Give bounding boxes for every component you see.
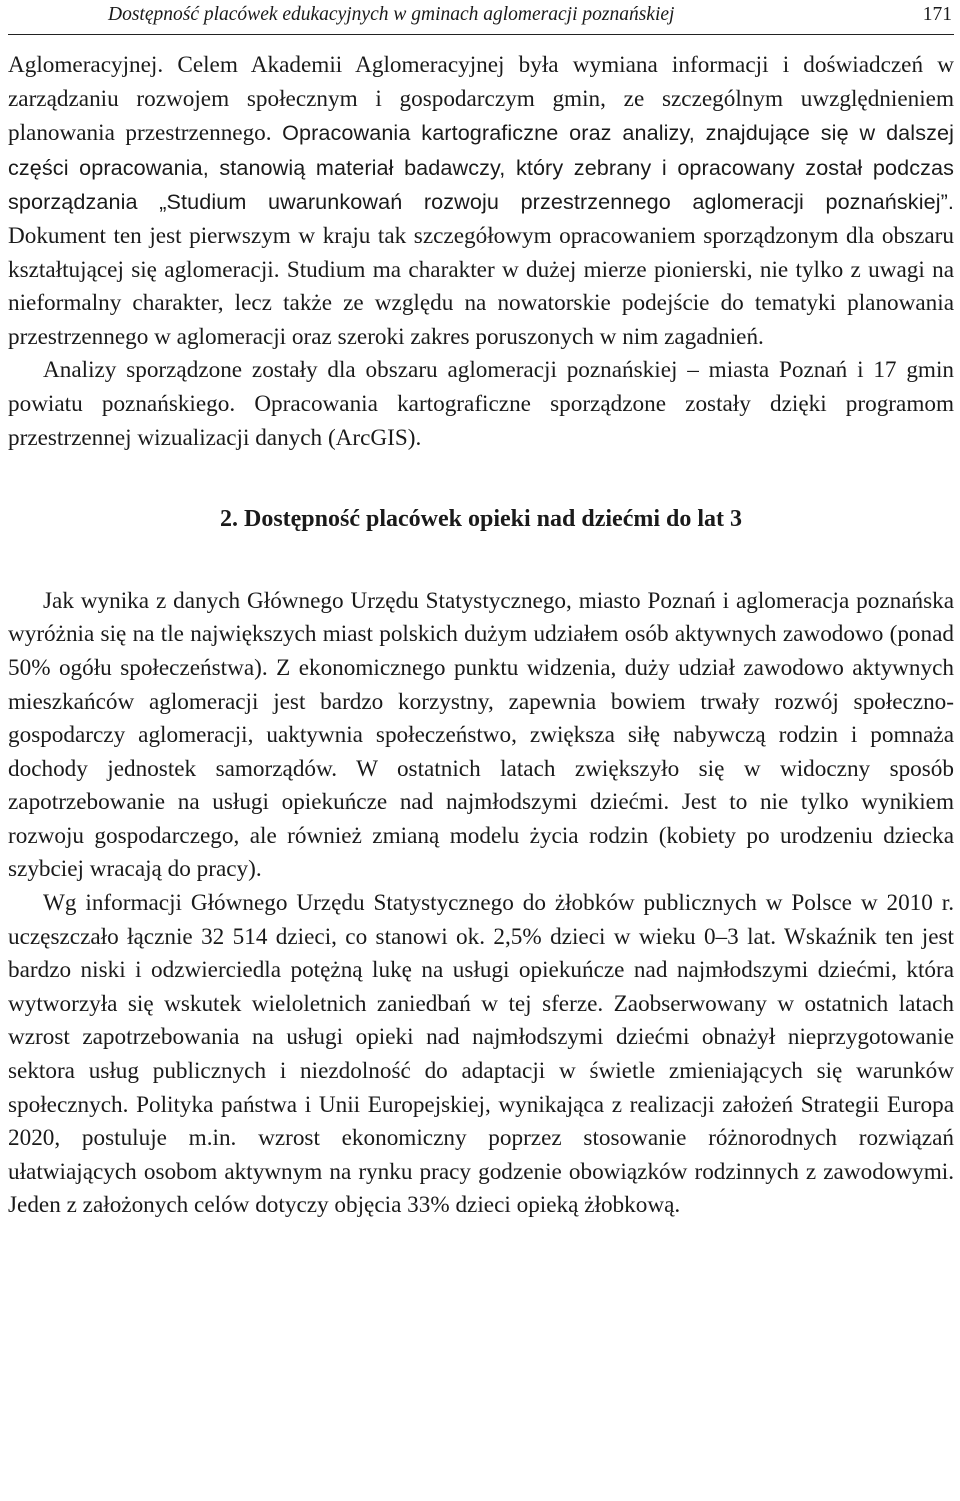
section-heading: 2. Dostępność placówek opieki nad dziećmi do lat 3 xyxy=(219,506,743,533)
analysis-paragraph: Analizy sporządzone zostały dla obszaru aglomeracji poznańskiej – miasta Poznań i 17 gmin powiatu poznańskiego. Opracowania kartograficzne sporządzone zostały dzięki programom przestrzennej wizualizacji danych (ArcGIS). xyxy=(8,357,954,451)
body-paragraph-2: Wg informacji Głównego Urzędu Statystycznego do żłobków publicznych w Polsce w 2010 r. uczęszczało łącznie 32 514 dzieci, co stanowi ok. 2,5% dzieci w wieku 0–3 lat. Wskaźnik ten jest bardzo niski i odzwierciedla potężną lukę na usługi opiekuńcze nad najmłodszymi dziećmi, która wytworzyła się wskutek wieloletnich zaniedbań w tej sferze. Zaobserwowany w ostatnich latach wzrost zapotrzebowania na usługi opieki nad najmłodszymi dziećmi obnażył nieprzygotowanie sektora usług publicznych i niezdolność do adaptacji w świetle zmieniających się warunków społecznych. Polityka państwa i Unii Europejskiej, wynikająca z realizacji założeń Strategii Europa 2020, postuluje m.in. wzrost ekonomiczny poprzez stosowanie różnorodnych rozwiązań ułatwiających osobom aktywnym na rynku pracy godzenie obowiązków rodzinnych z zawodowymi. Jeden z założonych celów dotyczy objęcia 33% dzieci opieką żłobkową. xyxy=(8,890,954,1219)
intro-serif-text: Aglomeracyjnej. Celem Akademii Aglomeracyjnej była wymiana informacji i doświadczeń w zarządzaniu rozwojem społecznym i gospodarczym gmin, ze szczególnym uwzględnieniem planowania przestrzennego. xyxy=(8,52,954,147)
body-text xyxy=(8,49,954,1223)
page-number: 171 xyxy=(922,4,952,25)
running-header-title: Dostępność placówek edukacyjnych w gminach aglomeracji poznańskiej xyxy=(108,4,675,25)
intro-sans-text: Opracowania kartograficzne oraz analizy, znajdujące się w dalszej części opracowania, stanowią materiał badawczy, który zebrany i opracowany został podczas sporządzania „Studium uwarunkowań rozwoju przestrzennego aglomeracji poznańskiej”. xyxy=(8,120,954,215)
running-header xyxy=(8,0,954,35)
body-paragraph-1: Jak wynika z danych Głównego Urzędu Statystycznego, miasto Poznań i aglomeracja poznańska wyróżnia się na tle największych miast polskich dużym udziałem osób aktywnych zawodowo (ponad 50% ogółu społeczeństwa). Z ekonomicznego punktu widzenia, duży udział zawodowo aktywnych mieszkańców aglomeracji jest bardzo korzystny, zapewnia bowiem trwały rozwój społeczno-gospodarczy aglomeracji, uaktywnia społeczeństwo, zwiększa siłę nabywczą rodzin i pomnaża dochody jednostek samorządów. W ostatnich latach zwiększyło się w widoczny sposób zapotrzebowanie na usługi opiekuńcze nad najmłodszymi dziećmi. Jest to nie tylko wynikiem rozwoju gospodarczego, ale również zmianą modelu życia rodzin (kobiety po urodzeniu dziecka szybciej wracają do pracy). xyxy=(8,587,954,883)
intro-paragraph xyxy=(8,49,954,354)
document-page xyxy=(8,0,954,1501)
intro-serif-tail: Dokument ten jest pierwszym w kraju tak szczegółowym opracowaniem sporządzonym dla obszaru kształtującej się aglomeracji. Studium ma charakter w dużej mierze pionierski, nie tylko z uwagi na nieformalny charakter, lecz także ze względu na nowatorskie podejście do tematyki planowania przestrzennego w aglomeracji oraz szeroki zakres poruszonych w nim zagadnień. xyxy=(8,222,954,350)
